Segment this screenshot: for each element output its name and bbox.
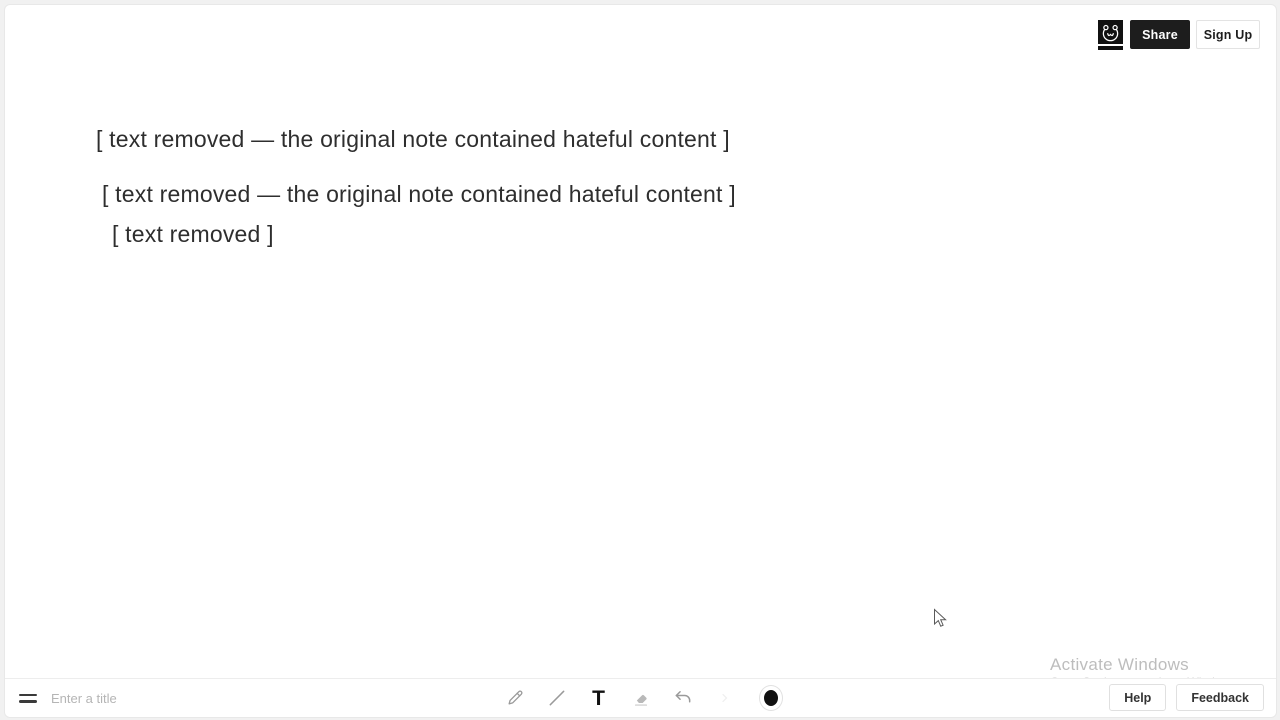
eraser-icon[interactable] — [630, 687, 652, 709]
help-button[interactable]: Help — [1109, 684, 1166, 711]
help-group — [1109, 684, 1264, 711]
app-logo[interactable] — [1098, 20, 1123, 50]
canvas-text-line-2: [ text removed — the original note contained hateful content ] — [102, 181, 736, 207]
activate-windows-watermark: Activate Windows — [1050, 655, 1189, 674]
title-input[interactable] — [51, 691, 221, 706]
canvas-text-line-3: [ text removed ] — [112, 221, 274, 247]
text-icon[interactable]: T — [588, 687, 610, 709]
canvas-text-line-1: [ text removed — the original note contained hateful content ] — [96, 126, 730, 152]
pencil-icon[interactable] — [504, 687, 526, 709]
selected-color-black — [764, 690, 778, 706]
drawing-tools — [504, 679, 778, 717]
share-button[interactable]: Share — [1130, 20, 1190, 49]
bear-logo-icon — [1098, 20, 1123, 44]
logo-underline — [1098, 46, 1123, 50]
title-group — [19, 679, 221, 717]
line-icon[interactable] — [546, 687, 568, 709]
color-swatch[interactable] — [756, 687, 778, 709]
mouse-cursor — [933, 608, 948, 629]
undo-icon[interactable] — [672, 687, 694, 709]
topbar-right — [1098, 20, 1260, 50]
bottom-toolbar — [5, 678, 1276, 717]
menu-icon[interactable] — [19, 694, 37, 703]
redo-icon[interactable] — [714, 687, 736, 709]
whiteboard-canvas[interactable] — [4, 4, 1277, 718]
feedback-button[interactable]: Feedback — [1176, 684, 1264, 711]
signup-button[interactable]: Sign Up — [1196, 20, 1260, 49]
